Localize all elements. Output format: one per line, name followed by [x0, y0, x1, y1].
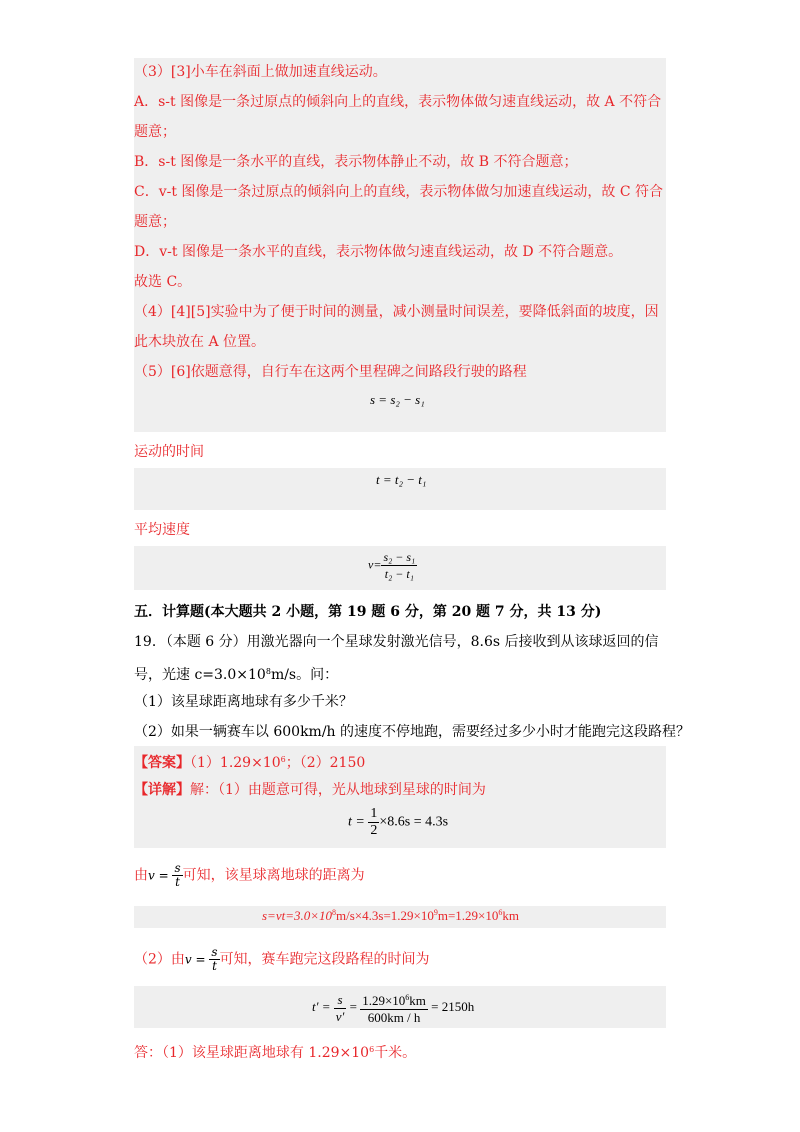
part3-intro: （3）[3]小车在斜面上做加速直线运动。 [134, 64, 387, 80]
part2-numerator: s [211, 945, 218, 959]
eq3-f2-numerator-a: 1.29×10 [362, 993, 406, 1008]
eq1-rhs: ×8.6s = 4.3s [379, 814, 449, 830]
by-denominator: t [175, 875, 180, 889]
section-heading: 五．计算题(本大题共 2 小题，第 19 题 6 分，第 20 题 7 分，共 13 分) [134, 604, 602, 620]
final-answer [134, 1040, 416, 1063]
option-c-line2: 题意； [134, 214, 176, 230]
eq1-lhs: t = [348, 814, 369, 830]
equation-v-numerator: s₂ − s₁ [383, 550, 416, 564]
part2-lhs: v = [184, 952, 210, 967]
equation-s: s = s₂ − s₁ [370, 392, 425, 407]
q19-answer [134, 750, 365, 773]
choice-c: 故选 C。 [134, 274, 192, 290]
answer-exponent: 6 [280, 755, 286, 764]
option-c-line1: C．v-t 图像是一条过原点的倾斜向上的直线，表示物体做匀加速直线运动，故 C 符合 [134, 184, 664, 200]
speed-label: 平均速度 [134, 522, 190, 538]
eq2-part4: km [502, 908, 520, 923]
by-lhs: v = [148, 868, 173, 883]
q19-line1: 19．（本题 6 分）用激光器向一个星球发射激光信号，8.6s 后接收到从该球返回的信 [134, 634, 659, 650]
by-numerator: s [174, 861, 181, 875]
q19-subquestion-2: （2）如果一辆赛车以 600km/h 的速度不停地跑，需要经过多少小时才能跑完这段路程？ [134, 724, 691, 740]
eq3-f1-numerator: s [334, 992, 347, 1009]
part4-line1: （4）[4][5]实验中为了便于时间的测量，减小测量时间误差，要降低斜面的坡度，因 [134, 304, 659, 320]
option-a-line1: A．s-t 图像是一条过原点的倾斜向上的直线，表示物体做匀速直线运动，故 A 不符合 [134, 94, 662, 110]
equation-time: t′ = $\frac{s}{v'}$ = $\frac{1.29\times 10^6km}{600km / h}$ = 2150h [312, 991, 475, 1025]
equation-v-denominator: t₂ − t₁ [384, 567, 414, 581]
q19-line2-a: 号，光速 c=3.0×10 [134, 667, 266, 683]
equation-v [368, 549, 417, 582]
option-b: B．s-t 图像是一条水平的直线，表示物体静止不动，故 B 不符合题意； [134, 154, 578, 170]
by-post: 可知，该星球离地球的距离为 [182, 867, 365, 884]
time-intro [134, 946, 430, 973]
eq3-rhs: = 2150h [431, 998, 475, 1014]
eq2-part2: m/s×4.3s=1.29×10 [336, 908, 434, 923]
equation-t: t = t₂ − t₁ [376, 472, 427, 487]
part2-post: 可知，赛车跑完这段路程的时间为 [219, 951, 430, 968]
q19-line2-exponent: 8 [265, 667, 271, 676]
answer-label: 【答案】 [134, 755, 190, 771]
equation-half-time [348, 806, 448, 839]
part4-line2: 此木块放在 A 位置。 [134, 334, 266, 350]
q19-subquestion-1: （1）该星球距离地球有多少千米？ [134, 694, 353, 710]
equation-v-lhs: v= [368, 557, 382, 572]
eq3-lhs: t′ = [312, 998, 334, 1014]
eq1-numerator: 1 [370, 806, 378, 821]
eq2-exp1: 8 [332, 908, 337, 917]
eq2-part1: s=vt=3.0×10 [262, 908, 333, 923]
eq2-exp3: 6 [498, 908, 503, 917]
final-b: 千米。 [374, 1045, 417, 1061]
eq2-part3: m=1.29×10 [437, 908, 499, 923]
eq3-f2-numerator-exp: 6 [405, 993, 410, 1002]
answer-b: ；（2）2150 [285, 755, 366, 771]
eq3-f2-numerator-b: km [409, 993, 426, 1008]
q19-line2-b: m/s。问： [270, 667, 339, 683]
equation-distance [262, 908, 519, 924]
option-d: D．v-t 图像是一条水平的直线，表示物体做匀速直线运动，故 D 不符合题意。 [134, 244, 623, 260]
final-a: 答：（1）该星球距离地球有 1.29×10 [134, 1045, 370, 1061]
eq1-denominator: 2 [370, 823, 378, 838]
q19-line2 [134, 662, 338, 685]
final-exponent: 6 [369, 1045, 375, 1054]
part5-intro: （5）[6]依题意得，自行车在这两个里程碑之间路段行驶的路程 [134, 364, 527, 380]
answer-a: （1）1.29×10 [190, 755, 281, 771]
detail-label: 【详解】 [134, 782, 190, 798]
option-a-line2: 题意； [134, 124, 176, 140]
detail-text: 解：（1）由题意可得，光从地球到星球的时间为 [190, 782, 486, 798]
by-pre: 由 [134, 867, 148, 884]
eq3-f1-denominator: v′ [335, 1008, 345, 1024]
eq2-exp2: 9 [433, 908, 438, 917]
part2-pre: （2）由 [134, 951, 185, 968]
part2-denominator: t [212, 959, 217, 973]
time-label: 运动的时间 [134, 444, 204, 460]
eq3-f2-denominator: 600km / h [367, 1010, 421, 1025]
q19-detail [134, 780, 486, 800]
distance-intro [134, 862, 365, 889]
